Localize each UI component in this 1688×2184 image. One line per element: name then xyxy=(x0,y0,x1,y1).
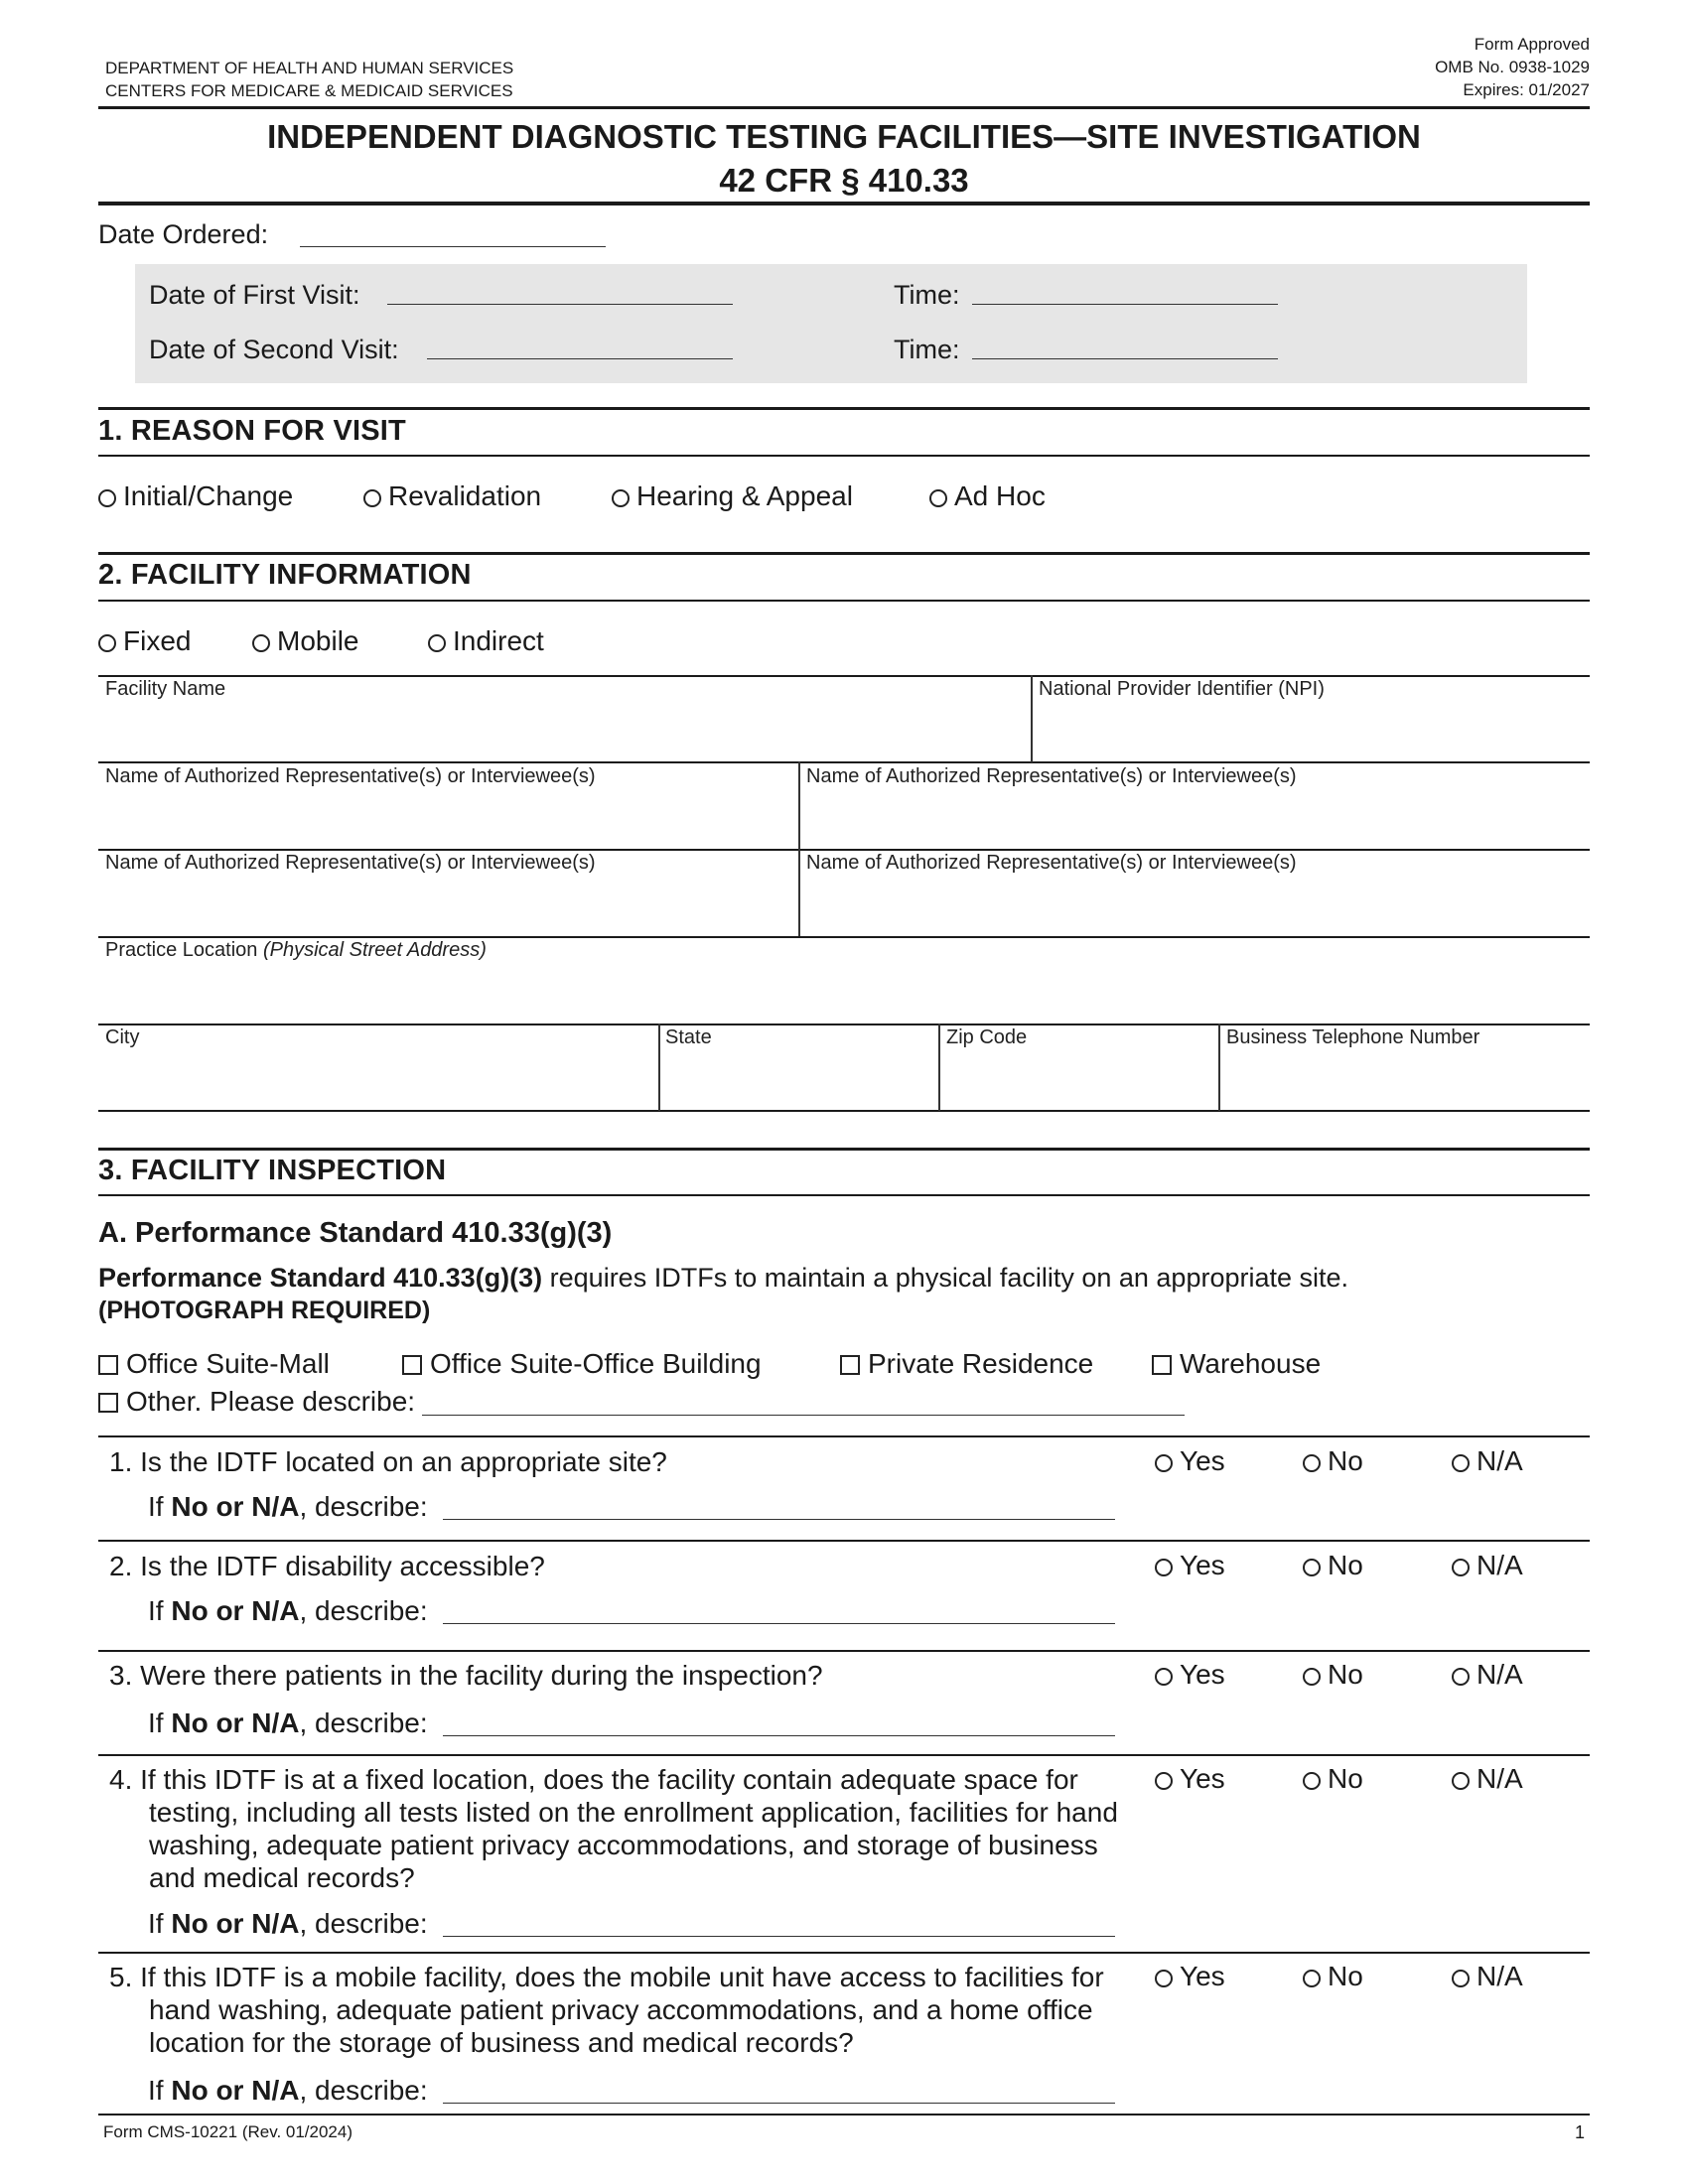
rep-field-3[interactable]: Name of Authorized Representative(s) or Interviewee(s) xyxy=(105,852,596,874)
practice-location-field[interactable] xyxy=(105,939,487,962)
answer-label: No xyxy=(1328,1659,1363,1690)
site-office-suite-mall[interactable] xyxy=(98,1348,330,1380)
option-label: Office Suite-Mall xyxy=(126,1348,330,1379)
zip-field[interactable]: Zip Code xyxy=(946,1026,1028,1048)
radio-icon xyxy=(98,634,116,652)
radio-icon xyxy=(1452,1970,1470,1987)
option-label: Indirect xyxy=(453,625,544,656)
radio-icon xyxy=(252,634,270,652)
radio-icon xyxy=(1303,1772,1321,1790)
q1-yes[interactable] xyxy=(1155,1445,1225,1477)
answer-label: Yes xyxy=(1180,1550,1225,1580)
answer-label: Yes xyxy=(1180,1445,1225,1476)
reason-revalidation[interactable] xyxy=(363,480,541,512)
rep-field-4[interactable]: Name of Authorized Representative(s) or Interviewee(s) xyxy=(806,852,1297,874)
first-time-label: Time: xyxy=(894,280,960,310)
checkbox-icon xyxy=(1152,1355,1172,1375)
describe-bold: No or N/A xyxy=(171,1707,300,1738)
checkbox-icon xyxy=(98,1355,118,1375)
radio-icon xyxy=(1303,1454,1321,1472)
describe-bold: No or N/A xyxy=(171,2075,300,2106)
rep-field-1[interactable]: Name of Authorized Representative(s) or Interviewee(s) xyxy=(105,765,596,787)
radio-icon xyxy=(1452,1772,1470,1790)
header-rule xyxy=(98,106,1590,109)
reason-initial-change[interactable] xyxy=(98,480,293,512)
section3-bottom-rule xyxy=(98,1194,1590,1196)
grid-rule xyxy=(98,675,1590,677)
facility-type-mobile[interactable] xyxy=(252,625,358,657)
omb-number: OMB No. 0938-1029 xyxy=(1435,58,1590,76)
section1-bottom-rule xyxy=(98,455,1590,457)
visit-dates-panel xyxy=(135,264,1527,383)
radio-icon xyxy=(363,489,381,507)
page-number: 1 xyxy=(1575,2122,1586,2142)
facility-type-indirect[interactable] xyxy=(428,625,544,657)
title-line-2: 42 CFR § 410.33 xyxy=(719,162,969,199)
q5-describe-field[interactable] xyxy=(443,2076,1115,2104)
section2-bottom-rule xyxy=(98,600,1590,602)
question-4: 4. If this IDTF is at a fixed location, does the facility contain adequate space for testing, including all tests listed on the enrollment application, facilities for hand washing, adequate patient privacy accommodations, and storage of business and medical records? xyxy=(109,1764,1118,1893)
describe-post: , describe: xyxy=(299,2075,428,2106)
facility-name-field[interactable]: Facility Name xyxy=(105,678,226,700)
practice-location-note: (Physical Street Address) xyxy=(262,939,487,961)
first-time-field[interactable] xyxy=(972,280,1278,305)
answer-label: Yes xyxy=(1180,1961,1225,1991)
q1-no[interactable] xyxy=(1303,1445,1363,1477)
radio-icon xyxy=(98,489,116,507)
radio-icon xyxy=(612,489,630,507)
site-private-residence[interactable] xyxy=(840,1348,1093,1380)
question-3: 3. Were there patients in the facility during the inspection? xyxy=(109,1660,823,1691)
answer-label: No xyxy=(1328,1550,1363,1580)
second-time-field[interactable] xyxy=(972,335,1278,359)
q2-no[interactable] xyxy=(1303,1550,1363,1581)
describe-pre: If xyxy=(148,1491,172,1522)
phone-field[interactable]: Business Telephone Number xyxy=(1226,1026,1480,1048)
answer-label: N/A xyxy=(1477,1763,1523,1794)
describe-pre: If xyxy=(148,1707,172,1738)
option-label: Hearing & Appeal xyxy=(636,480,853,511)
reason-hearing-appeal[interactable] xyxy=(612,480,853,512)
form-approved: Form Approved xyxy=(1474,35,1590,54)
grid-divider xyxy=(798,761,800,936)
describe-post: , describe: xyxy=(299,1908,428,1939)
second-time-label: Time: xyxy=(894,335,960,364)
grid-rule xyxy=(98,849,1590,851)
first-visit-field[interactable] xyxy=(387,280,733,305)
form-title xyxy=(98,115,1590,203)
radio-icon xyxy=(1303,1668,1321,1686)
q5-yes[interactable] xyxy=(1155,1961,1225,1992)
checkbox-icon xyxy=(402,1355,422,1375)
describe-pre: If xyxy=(148,1908,172,1939)
rep-field-2[interactable]: Name of Authorized Representative(s) or Interviewee(s) xyxy=(806,765,1297,787)
first-visit-label: Date of First Visit: xyxy=(149,280,360,310)
option-label: Private Residence xyxy=(868,1348,1094,1379)
q1-describe-field[interactable] xyxy=(443,1492,1115,1520)
second-visit-label: Date of Second Visit: xyxy=(149,335,399,364)
option-label: Initial/Change xyxy=(123,480,294,511)
q3-no[interactable] xyxy=(1303,1659,1363,1691)
form-number: Form CMS-10221 (Rev. 01/2024) xyxy=(103,2122,353,2141)
footer-rule xyxy=(98,2114,1590,2116)
radio-icon xyxy=(1155,1559,1173,1576)
q5-describe-label xyxy=(148,2075,428,2107)
question-rule xyxy=(98,1435,1590,1437)
radio-icon xyxy=(929,489,947,507)
describe-bold: No or N/A xyxy=(171,1908,300,1939)
date-ordered-label: Date Ordered: xyxy=(98,219,269,249)
site-office-suite-building[interactable] xyxy=(402,1348,762,1380)
answer-label: No xyxy=(1328,1445,1363,1476)
subsection-title: A. Performance Standard 410.33(g)(3) xyxy=(98,1217,613,1249)
answer-label: Yes xyxy=(1180,1763,1225,1794)
grid-divider xyxy=(1031,675,1033,762)
radio-icon xyxy=(1155,1668,1173,1686)
section3-title: 3. FACILITY INSPECTION xyxy=(98,1155,447,1186)
q4-no[interactable] xyxy=(1303,1763,1363,1795)
npi-field[interactable]: National Provider Identifier (NPI) xyxy=(1039,678,1325,700)
checkbox-icon xyxy=(98,1393,118,1413)
describe-post: , describe: xyxy=(299,1707,428,1738)
section1-title: 1. REASON FOR VISIT xyxy=(98,415,406,447)
radio-icon xyxy=(1155,1454,1173,1472)
q2-describe-label xyxy=(148,1595,428,1627)
site-other[interactable] xyxy=(98,1386,415,1418)
standard-name: Performance Standard 410.33(g)(3) xyxy=(98,1263,543,1293)
q4-yes[interactable] xyxy=(1155,1763,1225,1795)
section2-title: 2. FACILITY INFORMATION xyxy=(98,559,472,591)
second-visit-field[interactable] xyxy=(427,335,733,359)
option-label: Mobile xyxy=(277,625,359,656)
standard-description xyxy=(98,1263,1348,1294)
radio-icon xyxy=(1452,1454,1470,1472)
option-label: Fixed xyxy=(123,625,192,656)
q4-describe-field[interactable] xyxy=(443,1909,1115,1937)
describe-pre: If xyxy=(148,2075,172,2106)
section1-top-rule xyxy=(98,407,1590,410)
dept-line-1: DEPARTMENT OF HEALTH AND HUMAN SERVICES xyxy=(105,59,514,77)
q4-na[interactable] xyxy=(1452,1763,1523,1795)
expiration-date: Expires: 01/2027 xyxy=(1463,80,1590,99)
grid-divider xyxy=(658,1024,660,1111)
q2-yes[interactable] xyxy=(1155,1550,1225,1581)
department-name xyxy=(105,57,513,102)
describe-post: , describe: xyxy=(299,1595,428,1626)
section2-top-rule xyxy=(98,552,1590,555)
facility-type-fixed[interactable] xyxy=(98,625,191,657)
reason-ad-hoc[interactable] xyxy=(929,480,1046,512)
q4-describe-label xyxy=(148,1908,428,1940)
answer-label: No xyxy=(1328,1763,1363,1794)
option-label: Other. Please describe: xyxy=(126,1386,416,1417)
standard-text: requires IDTFs to maintain a physical facility on an appropriate site. xyxy=(542,1263,1349,1293)
question-rule xyxy=(98,1650,1590,1652)
state-field[interactable]: State xyxy=(665,1026,712,1048)
radio-icon xyxy=(1303,1970,1321,1987)
radio-icon xyxy=(1452,1559,1470,1576)
photo-required-note: (PHOTOGRAPH REQUIRED) xyxy=(98,1297,431,1324)
practice-location-label: Practice Location xyxy=(105,939,258,961)
city-field[interactable]: City xyxy=(105,1026,140,1048)
grid-rule xyxy=(98,761,1590,763)
answer-label: Yes xyxy=(1180,1659,1225,1690)
site-warehouse[interactable] xyxy=(1152,1348,1321,1380)
dept-line-2: CENTERS FOR MEDICARE & MEDICAID SERVICES xyxy=(105,81,513,100)
radio-icon xyxy=(428,634,446,652)
date-ordered-field[interactable] xyxy=(300,219,606,247)
q3-na[interactable] xyxy=(1452,1659,1523,1691)
option-label: Revalidation xyxy=(388,480,542,511)
answer-label: N/A xyxy=(1477,1445,1523,1476)
title-rule xyxy=(98,202,1590,205)
describe-post: , describe: xyxy=(299,1491,428,1522)
q1-describe-label xyxy=(148,1491,428,1523)
radio-icon xyxy=(1303,1559,1321,1576)
radio-icon xyxy=(1452,1668,1470,1686)
question-rule xyxy=(98,1952,1590,1954)
question-rule xyxy=(98,1540,1590,1542)
omb-block xyxy=(1435,33,1590,101)
grid-rule xyxy=(98,1110,1590,1112)
section3-top-rule xyxy=(98,1148,1590,1151)
answer-label: N/A xyxy=(1477,1961,1523,1991)
grid-rule xyxy=(98,936,1590,938)
question-2: 2. Is the IDTF disability accessible? xyxy=(109,1551,545,1581)
q2-na[interactable] xyxy=(1452,1550,1523,1581)
q2-describe-field[interactable] xyxy=(443,1596,1115,1624)
radio-icon xyxy=(1155,1970,1173,1987)
title-line-1: INDEPENDENT DIAGNOSTIC TESTING FACILITIES—SITE INVESTIGATION xyxy=(267,118,1421,155)
option-label: Ad Hoc xyxy=(954,480,1046,511)
q1-na[interactable] xyxy=(1452,1445,1523,1477)
option-label: Office Suite-Office Building xyxy=(430,1348,762,1379)
describe-bold: No or N/A xyxy=(171,1595,300,1626)
grid-divider xyxy=(1218,1024,1220,1111)
answer-label: N/A xyxy=(1477,1550,1523,1580)
grid-divider xyxy=(938,1024,940,1111)
describe-pre: If xyxy=(148,1595,172,1626)
option-label: Warehouse xyxy=(1180,1348,1322,1379)
grid-rule xyxy=(98,1024,1590,1025)
q3-describe-field[interactable] xyxy=(443,1708,1115,1736)
answer-label: N/A xyxy=(1477,1659,1523,1690)
question-5: 5. If this IDTF is a mobile facility, does the mobile unit have access to facilities for hand washing, adequate patient privacy accommodations, and a home office location for the storage of business and medical records? xyxy=(109,1962,1104,2058)
q5-no[interactable] xyxy=(1303,1961,1363,1992)
radio-icon xyxy=(1155,1772,1173,1790)
question-1: 1. Is the IDTF located on an appropriate site? xyxy=(109,1446,667,1477)
checkbox-icon xyxy=(840,1355,860,1375)
question-rule xyxy=(98,1754,1590,1756)
answer-label: No xyxy=(1328,1961,1363,1991)
site-other-description-field[interactable] xyxy=(422,1386,1185,1416)
q5-na[interactable] xyxy=(1452,1961,1523,1992)
describe-bold: No or N/A xyxy=(171,1491,300,1522)
q3-describe-label xyxy=(148,1707,428,1739)
q3-yes[interactable] xyxy=(1155,1659,1225,1691)
